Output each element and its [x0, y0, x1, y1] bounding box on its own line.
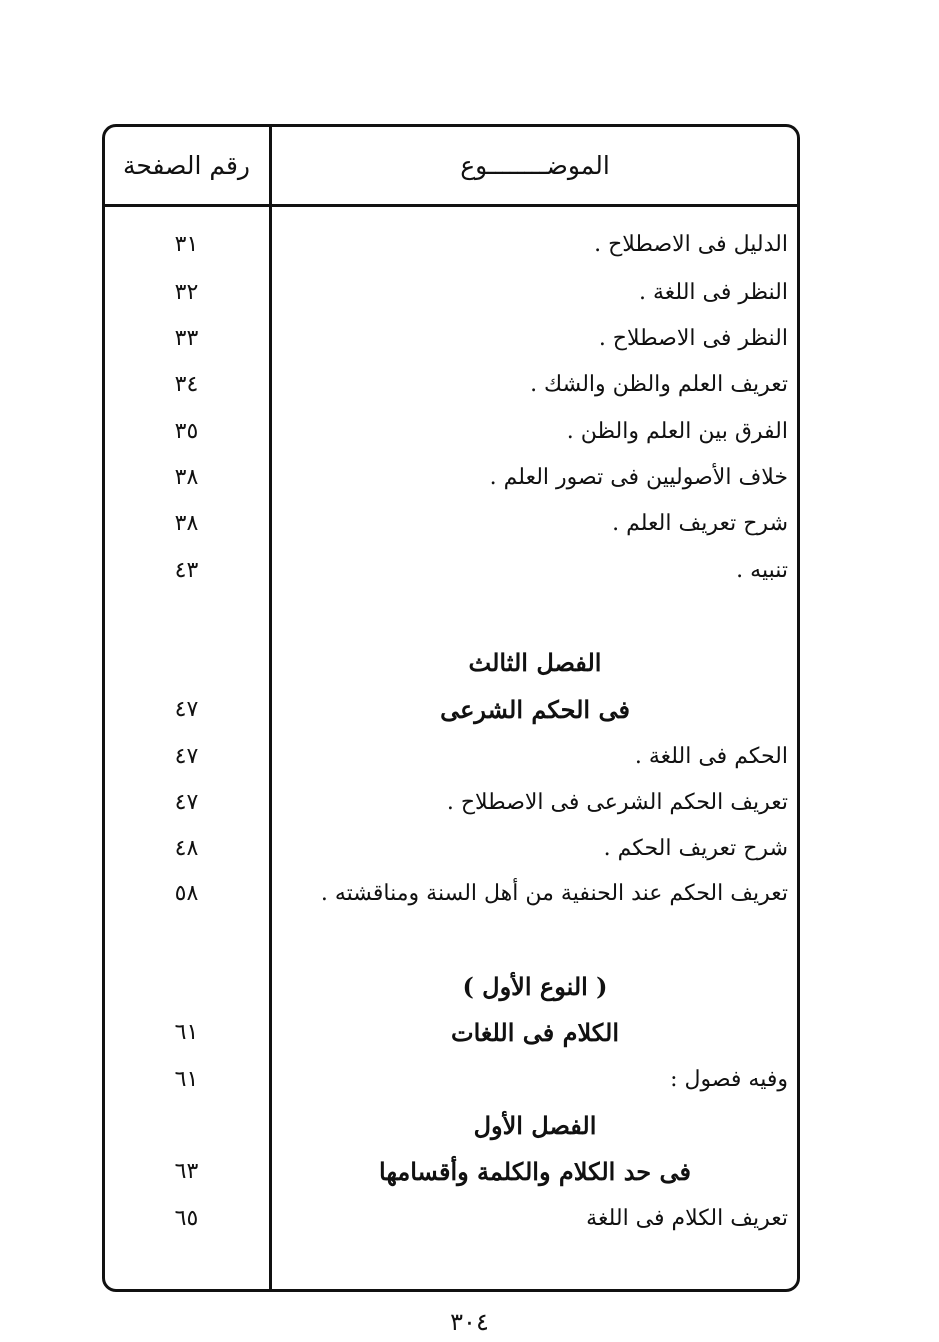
section-heading: الكلام فى اللغات [450, 1018, 619, 1047]
entry-page-number: ٣٥ [174, 419, 199, 444]
table-row [104, 365, 798, 405]
entry-text: تعريف الحكم الشرعى فى الاصطلاح . [446, 790, 788, 815]
entry-page-number [104, 1106, 269, 1146]
section-heading: فى حد الكلام والكلمة وأقسامها [379, 1157, 691, 1186]
section-heading-row [104, 967, 798, 1007]
entry-page-number: ٣٤ [174, 372, 199, 397]
entry-page-number: ٦١ [174, 1067, 199, 1092]
entry-text: شرح تعريف الحكم . [603, 836, 788, 861]
entry-text: خلاف الأصوليين فى تصور العلم . [489, 465, 788, 490]
entry-text: الدليل فى الاصطلاح . [594, 232, 788, 257]
entry-page-number: ٦٣ [174, 1159, 199, 1184]
entry-page-number: ٣٨ [174, 465, 199, 490]
entry-page-number: ٣١ [174, 232, 199, 257]
entry-page-number [104, 967, 269, 1007]
entry-text: تعريف الحكم عند الحنفية من أهل السنة ومناقشته . [320, 881, 788, 906]
table-row [104, 273, 798, 313]
section-heading-row [104, 643, 798, 683]
table-row [104, 874, 798, 914]
entry-page-number: ٤٧ [174, 697, 199, 722]
entry-text: وفيه فصول : [670, 1067, 788, 1092]
entry-page-number: ٤٧ [174, 790, 199, 815]
section-heading: الفصل الثالث [468, 648, 602, 677]
section-heading: فى الحكم الشرعى [440, 695, 630, 724]
entry-text: تعريف الكلام فى اللغة [586, 1206, 788, 1231]
entry-text: النظر فى اللغة . [639, 280, 788, 305]
entry-page-number [104, 643, 269, 683]
entry-text: الفرق بين العلم والظن . [566, 419, 788, 444]
entry-page-number: ٣٢ [174, 280, 199, 305]
table-row [104, 319, 798, 359]
header-divider [104, 204, 798, 207]
table-row [104, 458, 798, 498]
entry-page-number: ٤٣ [174, 558, 199, 583]
page-column-header: رقم الصفحة [122, 151, 251, 180]
entry-page-number: ٥٨ [174, 881, 199, 906]
entry-page-number: ٦١ [174, 1020, 199, 1045]
table-row [104, 783, 798, 823]
entry-page-number: ٤٧ [174, 744, 199, 769]
table-row [104, 1199, 798, 1239]
table-row [104, 504, 798, 544]
entry-text: تعريف العلم والظن والشك . [530, 372, 788, 397]
entry-text: النظر فى الاصطلاح . [598, 326, 788, 351]
page-number: ٣٠٤ [450, 1308, 489, 1336]
entry-page-number: ٣٣ [174, 326, 199, 351]
table-row [104, 829, 798, 869]
entry-text: شرح تعريف العلم . [612, 511, 788, 536]
table-row [104, 225, 798, 265]
entry-page-number: ٦٥ [174, 1206, 199, 1231]
section-heading: ( النوع الأول ) [462, 972, 608, 1001]
section-heading-row [104, 1106, 798, 1146]
entry-text: تنبيه . [736, 558, 788, 583]
section-heading-row [104, 1152, 798, 1192]
table-row [104, 1060, 798, 1100]
entry-text: الحكم فى اللغة . [634, 744, 788, 769]
entry-page-number: ٣٨ [174, 511, 199, 536]
entry-page-number: ٤٨ [174, 836, 199, 861]
table-row [104, 737, 798, 777]
table-row [104, 412, 798, 452]
table-row [104, 551, 798, 591]
section-heading-row [104, 690, 798, 730]
section-heading-row [104, 1013, 798, 1053]
topic-column-header: الموضــــــــوع [460, 151, 610, 180]
section-heading: الفصل الأول [473, 1111, 597, 1140]
